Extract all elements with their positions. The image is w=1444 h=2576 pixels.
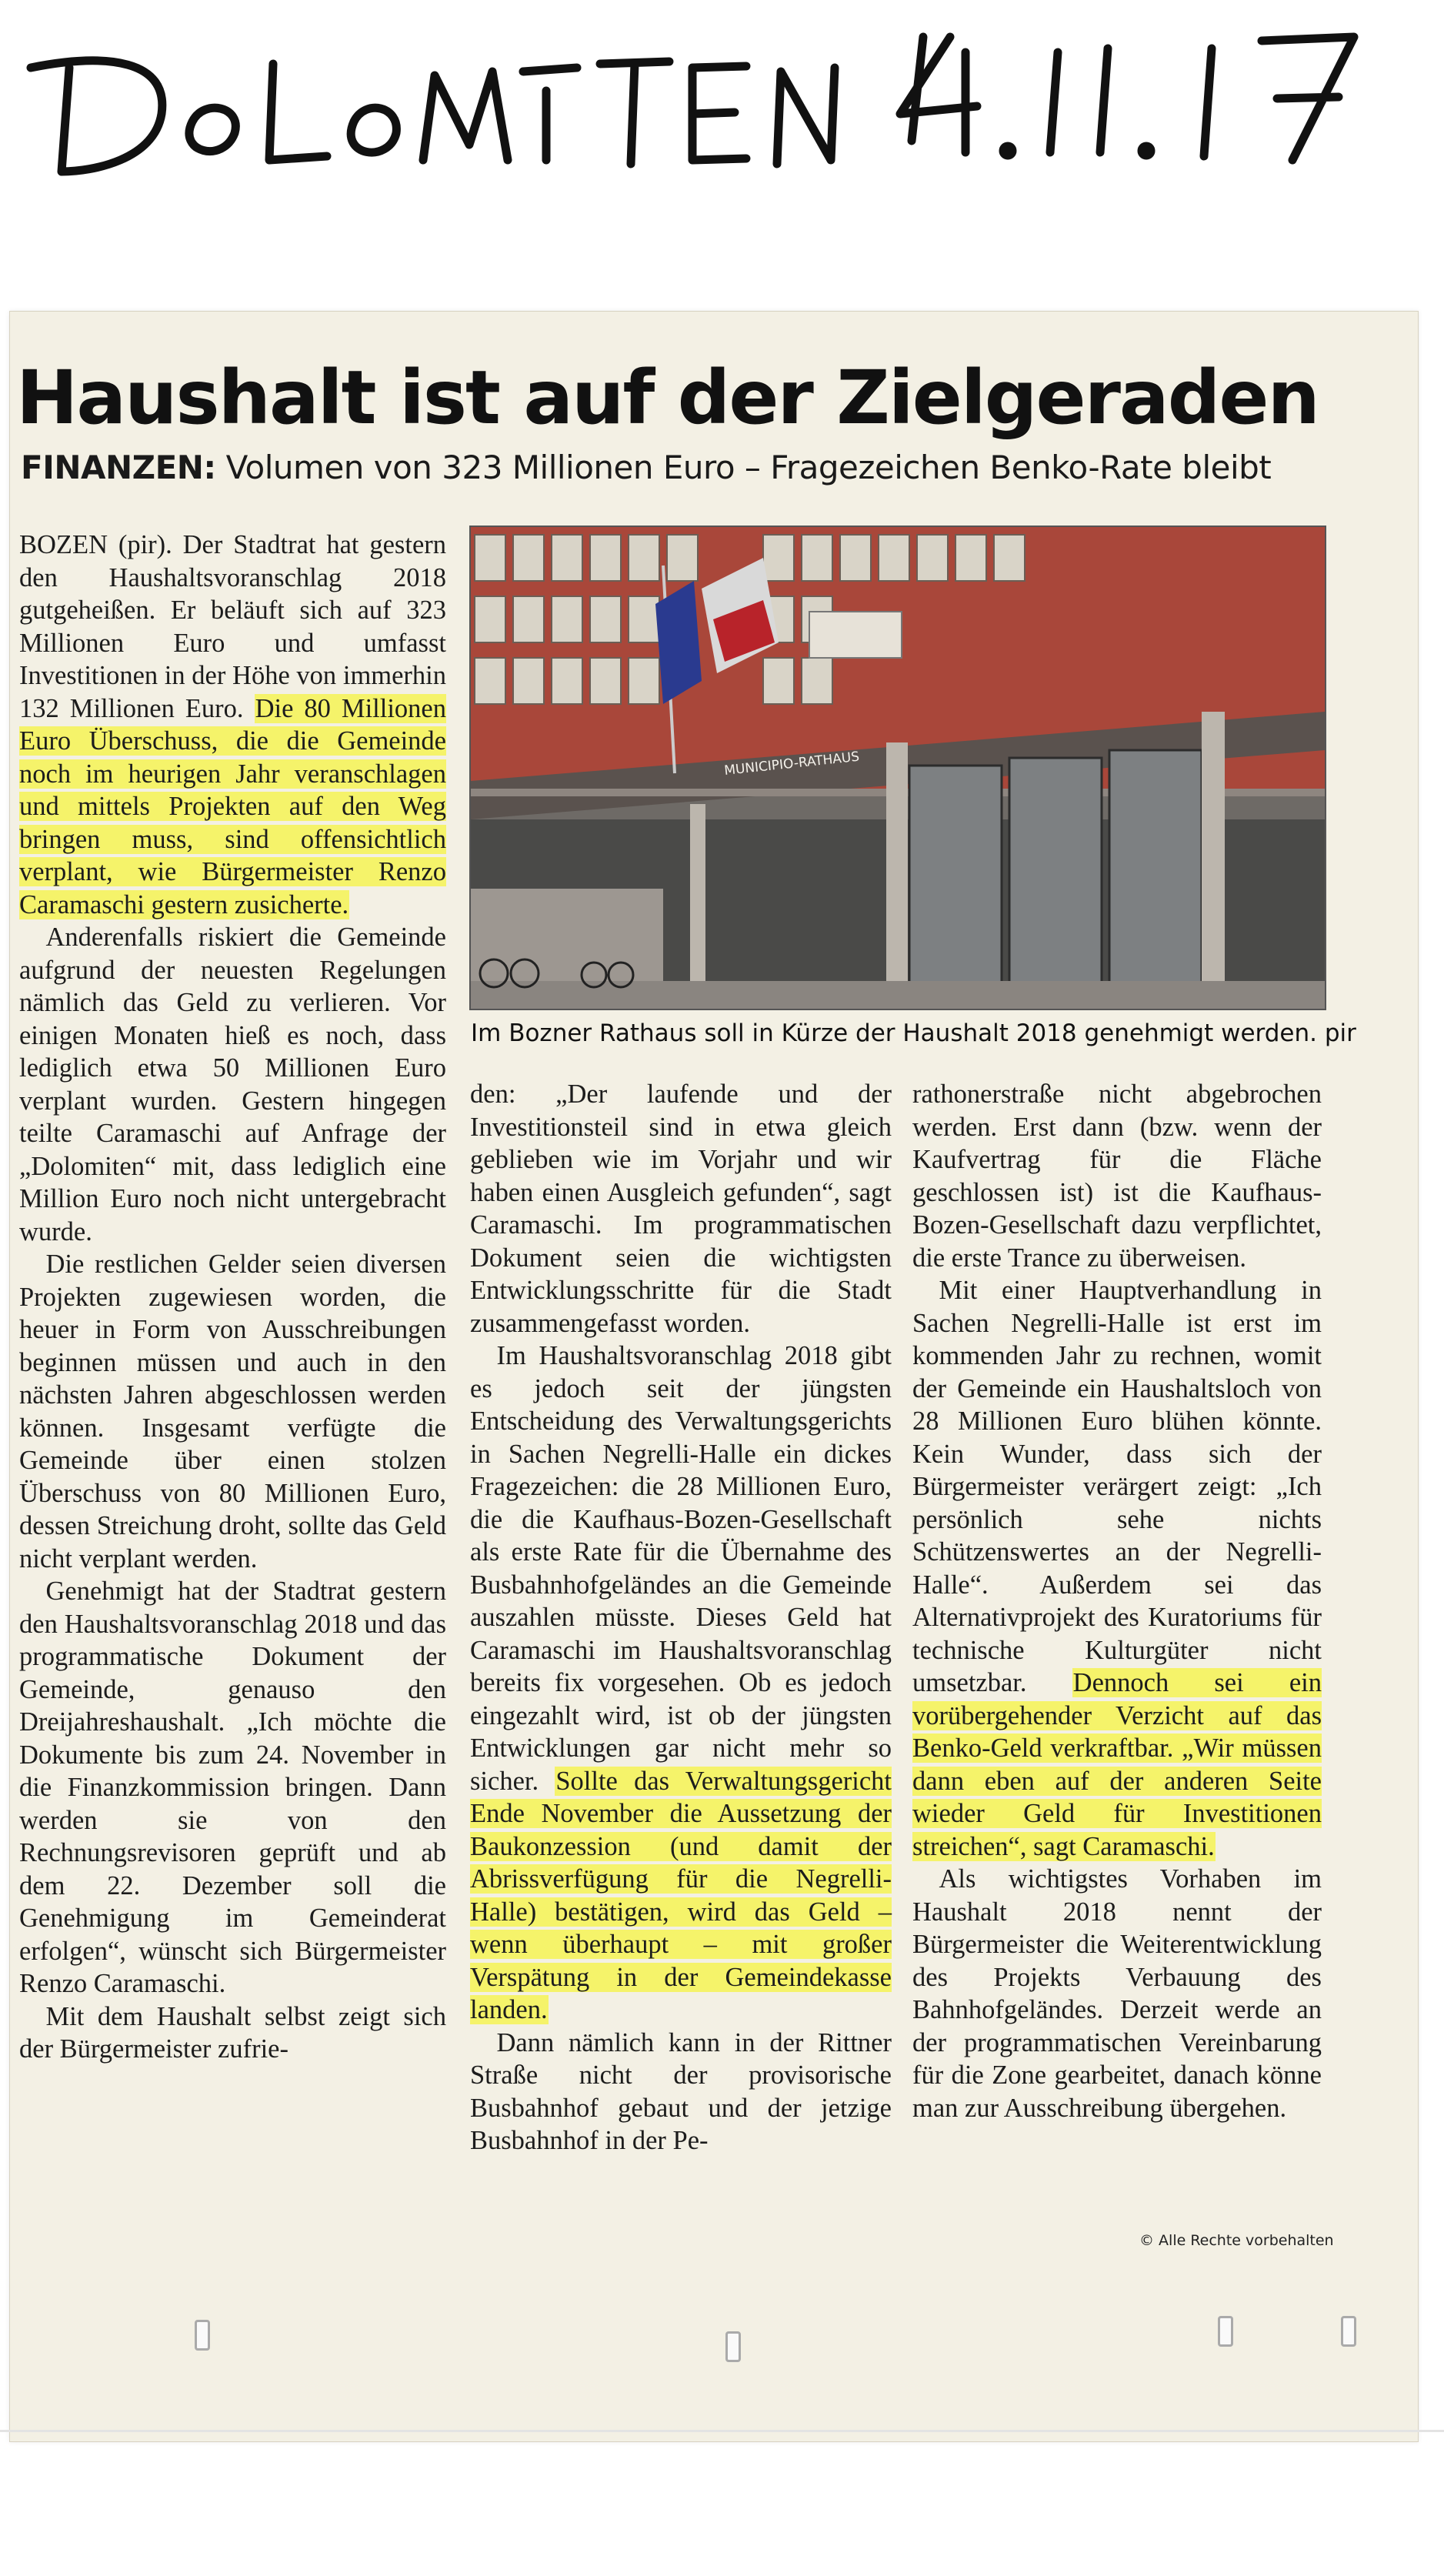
town-hall-illustration (471, 527, 1325, 1009)
staple-mark (1341, 2316, 1356, 2347)
paragraph-text: Mit dem Haushalt selbst zeigt sich der Bürgermeister zufrie- (19, 2001, 446, 2064)
paragraph-text: Genehmigt hat der Stadtrat gestern den Haushaltsvoranschlag 2018 und das programmatische Dokument der Gemeinde, genauso den Dreijahreshaushalt. „Ich möchte die Dokumente bis zum 24. November in die Finanzkommission bringen. Dann werden sie von den Rechnungsrevisoren geprüft und ab dem 22. Dezember soll die Genehmigung im Gemeinderat erfolgen“, wünscht sich Bürgermeister Renzo Caramaschi. (19, 1577, 446, 1998)
paragraph-text: den: „Der laufende und der Investitionsteil sind in etwa gleich geblieben wie im Vorjahr und wir haben einen Ausgleich gefunden“, sagt Caramaschi. Im programmatischen Dokument seien die wichtigsten Entwicklungsschritte für die Stadt zusammengefasst worden. (470, 1079, 892, 1338)
article-column-3 (912, 1078, 1322, 2124)
paragraph (470, 2027, 892, 2157)
paragraph (19, 1575, 446, 2000)
copyright-notice: © Alle Rechte vorbehalten (1139, 2232, 1334, 2249)
article-column-2 (470, 1078, 892, 2157)
paragraph-text: Mit einer Hauptverhandlung in Sachen Negrelli-Halle ist erst im kommenden Jahr zu rechnen, womit der Gemeinde ein Haushaltsloch von 28 Millionen Euro blühen könnte. Kein Wunder, dass sich der Bürgermeister verärgert zeigt: „Ich persönlich sehe nichts Schützenswertes an der Negrelli-Halle“. Außerdem sei das Alternativprojekt des Kuratoriums für technische Kulturgüter nicht umsetzbar. (912, 1276, 1322, 1697)
paragraph (19, 2000, 446, 2066)
staple-mark (195, 2320, 210, 2351)
paragraph-text: Im Haushaltsvoranschlag 2018 gibt es jedoch seit der jüngsten Entscheidung des Verwaltungsgerichts in Sachen Negrelli-Halle ein dickes Fragezeichen: die 28 Millionen Euro, die die Kaufhaus-Bozen-Gesellschaft als erste Rate für die Übernahme des Busbahnhofgeländes an die Gemeinde auszahlen müsste. Dieses Geld hat Caramaschi im Haushaltsvoranschlag bereits fix vorgesehen. Ob es jedoch eingezahlt wird, ist ob der jüngsten Entwicklungen gar nicht mehr so sicher. (470, 1341, 892, 1796)
paragraph-text: Die restlichen Gelder seien diversen Projekten zugewiesen worden, die heuer in Form von Ausschreibungen beginnen müssen und auch in den nächsten Jahren abgeschlossen werden können. Insgesamt verfügte die Gemeinde über einen stolzen Überschuss von 80 Millionen Euro, dessen Streichung droht, sollte das Geld nicht verplant werden. (19, 1250, 446, 1573)
article-headline: Haushalt ist auf der Zielgeraden (16, 355, 1319, 441)
staple-mark (1218, 2316, 1233, 2347)
town-hall-photo (469, 526, 1326, 1010)
paragraph-text: rathonerstraße nicht abgebrochen werden. Erst dann (bzw. wenn der Kaufvertrag für die Fläche geschlossen ist) ist die Kaufhaus-Bozen-Gesellschaft dazu verpflichtet, die erste Trance zu überweisen. (912, 1079, 1322, 1273)
newspaper-clipping (9, 311, 1419, 2442)
handwritten-date-note (15, 6, 1439, 199)
paragraph (470, 1340, 892, 2027)
highlighted-text: Dennoch sei ein vorübergehender Verzicht auf das Benko-Geld verkraftbar. „Wir müssen dann eben auf der anderen Seite wieder Geld für Investitionen streichen“, sagt Caramaschi. (912, 1668, 1322, 1861)
paragraph (912, 1274, 1322, 1863)
scan-edge (0, 2430, 1444, 2432)
subheadline-text: Volumen von 323 Millionen Euro – Fragezeichen Benko-Rate bleibt (225, 449, 1272, 486)
staple-mark (725, 2331, 741, 2362)
photo-credit: pir (1324, 1019, 1356, 1047)
article-column-1 (19, 529, 446, 2066)
paragraph-text: Dann nämlich kann in der Rittner Straße nicht der provisorische Busbahnhof gebaut und der jetzige Busbahnhof in der Pe- (470, 2027, 892, 2155)
paragraph (19, 1248, 446, 1575)
paragraph (912, 1863, 1322, 2124)
highlighted-text: Die 80 Millionen Euro Überschuss, die die Gemeinde noch im heurigen Jahr veranschlagen und mittels Projekten auf den Weg bringen muss, sind offensichtlich verplant, wie Bürgermeister Renzo Caramaschi gestern zusicherte. (19, 693, 446, 919)
paragraph-text: BOZEN (pir). Der Stadtrat hat gestern den Haushaltsvoranschlag 2018 gutgeheißen. Er beläuft sich auf 323 Millionen Euro und umfasst Investitionen in der Höhe von immerhin 132 Millionen Euro. (19, 530, 446, 723)
paragraph-text: Als wichtigstes Vorhaben im Haushalt 2018 nennt der Bürgermeister die Weiterentwicklung des Projekts Verbauung des Bahnhofgeländes. Derzeit werde an der programmatischen Vereinbarung für die Zone gearbeitet, danach könne man zur Ausschreibung übergehen. (912, 1864, 1322, 2123)
paragraph (470, 1078, 892, 1340)
photo-caption (471, 1019, 1356, 1047)
city-plaque (809, 612, 902, 658)
paragraph-text: Anderenfalls riskiert die Gemeinde aufgrund der neuesten Regelungen nämlich das Geld zu verlieren. Vor einigen Monaten hieß es noch, dass lediglich etwa 50 Millionen Euro verplant wurden. Gestern hingegen teilte Caramaschi auf Anfrage der „Dolomiten“ mit, dass lediglich eine Million Euro noch nicht untergebracht wurde. (19, 923, 446, 1246)
article-subheadline (21, 449, 1271, 486)
highlighted-text: Sollte das Verwaltungsgericht Ende November die Aussetzung der Baukonzession (und damit der Abrissverfügung für die Negrelli-Halle) bestätigen, wird das Geld – wenn überhaupt – mit großer Verspätung in der Gemeindekasse landen. (470, 1766, 892, 2024)
paragraph (912, 1078, 1322, 1274)
paragraph (19, 529, 446, 921)
paragraph (19, 921, 446, 1248)
caption-text: Im Bozner Rathaus soll in Kürze der Haushalt 2018 genehmigt werden. (471, 1019, 1317, 1047)
kicker-label: FINANZEN: (21, 449, 216, 486)
building-sign: MUNICIPIO-RATHAUS (723, 749, 861, 779)
